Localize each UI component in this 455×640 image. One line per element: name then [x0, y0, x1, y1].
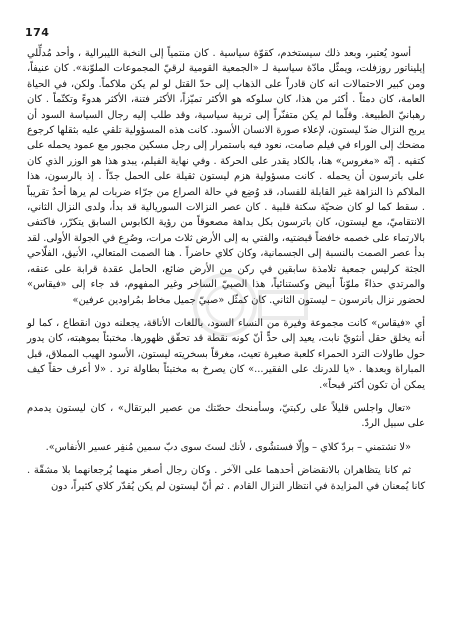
paragraph-4: «لا تشتمني – بردّ كلاي – وإلّا فستشُوى ، لأنك لستَ سوى دبّ سمين مُنفِر عسير الأنفاس». [45, 441, 411, 453]
paragraph-5: ثم كانا يتظاهران بالانقضاض أحدهما على الآخر . وكان رجال أصغر منهما يُرجعانهما بلا مشقّة . كانا يُمعنان في المزايدة في انتظار النزال القادم . ثم أنّ ليستون لم يكن يُقدّر كلاي كثيراً، دون [27, 465, 425, 492]
paragraph-1: أسود يُعتبر، وبعد ذلك سيستخدم، كقوّة سياسية . كان منتمياً إلى النخبة الليبرالية ، وأحد مُدلِّلي إيليناتور روزفلت، ويمثّل مادّة سياسية لـ «الجمعية القومية لرقيّ المجموعات الملوّنة». كان عنيفاً، ومن كبير الاحتمالات انه كان قادراً على الذهاب إلى حدّ القتل لو لم يكن ملاكماً. ولكن، في الحياة العامة، كان دمثاً . أكثر من هذا، كان سلوكه هو الأكثر تميّزاً، الأكثر فتنة، الأكثر هدوءً وتكتّماً . كان رهبانيّ الطبيعة. وقلّما لم يكن متفنّراً إلى تربية سياسية، وقد طلب إليه رجال السياسة السود أن يربح النزال ضدّ ليستون، لإعلاء صورة الانسان الأسود. كانت هذه المسؤولية تلقي عليه بثقلها كرجوع مضحك إلى الوراء في فيلم صامت، نعود فيه باستمرار إلى رجل مسكين مجبور مع عمود يحمله على كتفيه . إنّه «مغروس» هنا، بالكاد يقدر على الحركة . وفي نهاية الفيلم، يبدو هذا هو الوزر الذي كان على باترسون أن يحمله . كانت مسؤولية هزم ليستون ثقيلة على الحمل جدّاً . إذ بالرسون، هذا الملاكم ذا النزاهة غير القابلة للفساد، قد وُضِع في حالة الصراع من جرّاء ضربات لم يرها أحدٌ تقريباً . سقط كما لو كان ضحيّة سكتة قلبية . كان عصر النزالات السوريالية قد بدأ، ولدى النزال الثاني، الانتقاميّ، مع ليستون، كان باترسون بكل بداهة مصعوقاً من رؤية الكابوس السابق يتكرّر، فاكتفى بالارتماء على خصمه خافضاً قبضتيه، والفتي به إلى الأرض ثلاث مرات، وصُرِع في الجولة الأولى. لقد بدأ عصر الصمت بالنسبة إلى الجسمانية، وكان كلاي حاضراً . هنا الصمت المتعالي، الأنيق، الفلّاحي الجثة كرليس جمعية تلامذة سابقين في ركن من الأرض ضائع، الحامل عقدة قرابة على عنقه، والمرتدي حذاءً ملوّناً أبيض وكستنائياً، هذا الصبيّ الساخر وغير المفهوم، قد جاء إلى «فيقاس» لحضور نزال باترسون – ليستون الثاني. كان كمثّل «صبيّ جميل مخاط بمُراودين عرفين» [27, 48, 425, 306]
page-body [27, 46, 425, 494]
paragraph-2: أي «فيقاس» كانت مجموعة وفيرة من النساء السود، باللغات الأناقة، يجعلنه دون انقطاع ، كما لو أنه يخلق حقل أنثويّ نابت، يعيد إلى حدٍّ أنّ كونه نقطة قد تحقّق ظهورها. مختبئاً بموهبته، كان يدور حول طاولات الترد الحمراء كلعبة صغيرة تعيث، مغرقاً بسخريته ليستون، الأسود الهيب المملاق، قبل المباراة وبعدها . «يا للدرنك على الفقير...» كان يصرخ به مختبئاً بطاولة ترد . «لا أعرف حقاً كيف يمكن أن تكون أكثر قبحاً». [27, 317, 425, 391]
paragraph-3: «تعال واجلس قليلاً على ركبتيّ، وسأمنحك حصّتك من عصير البرتقال» ، كان ليستون يدمدم على سبيل الردّ. [27, 402, 425, 430]
page-number: 174 [25, 26, 50, 39]
